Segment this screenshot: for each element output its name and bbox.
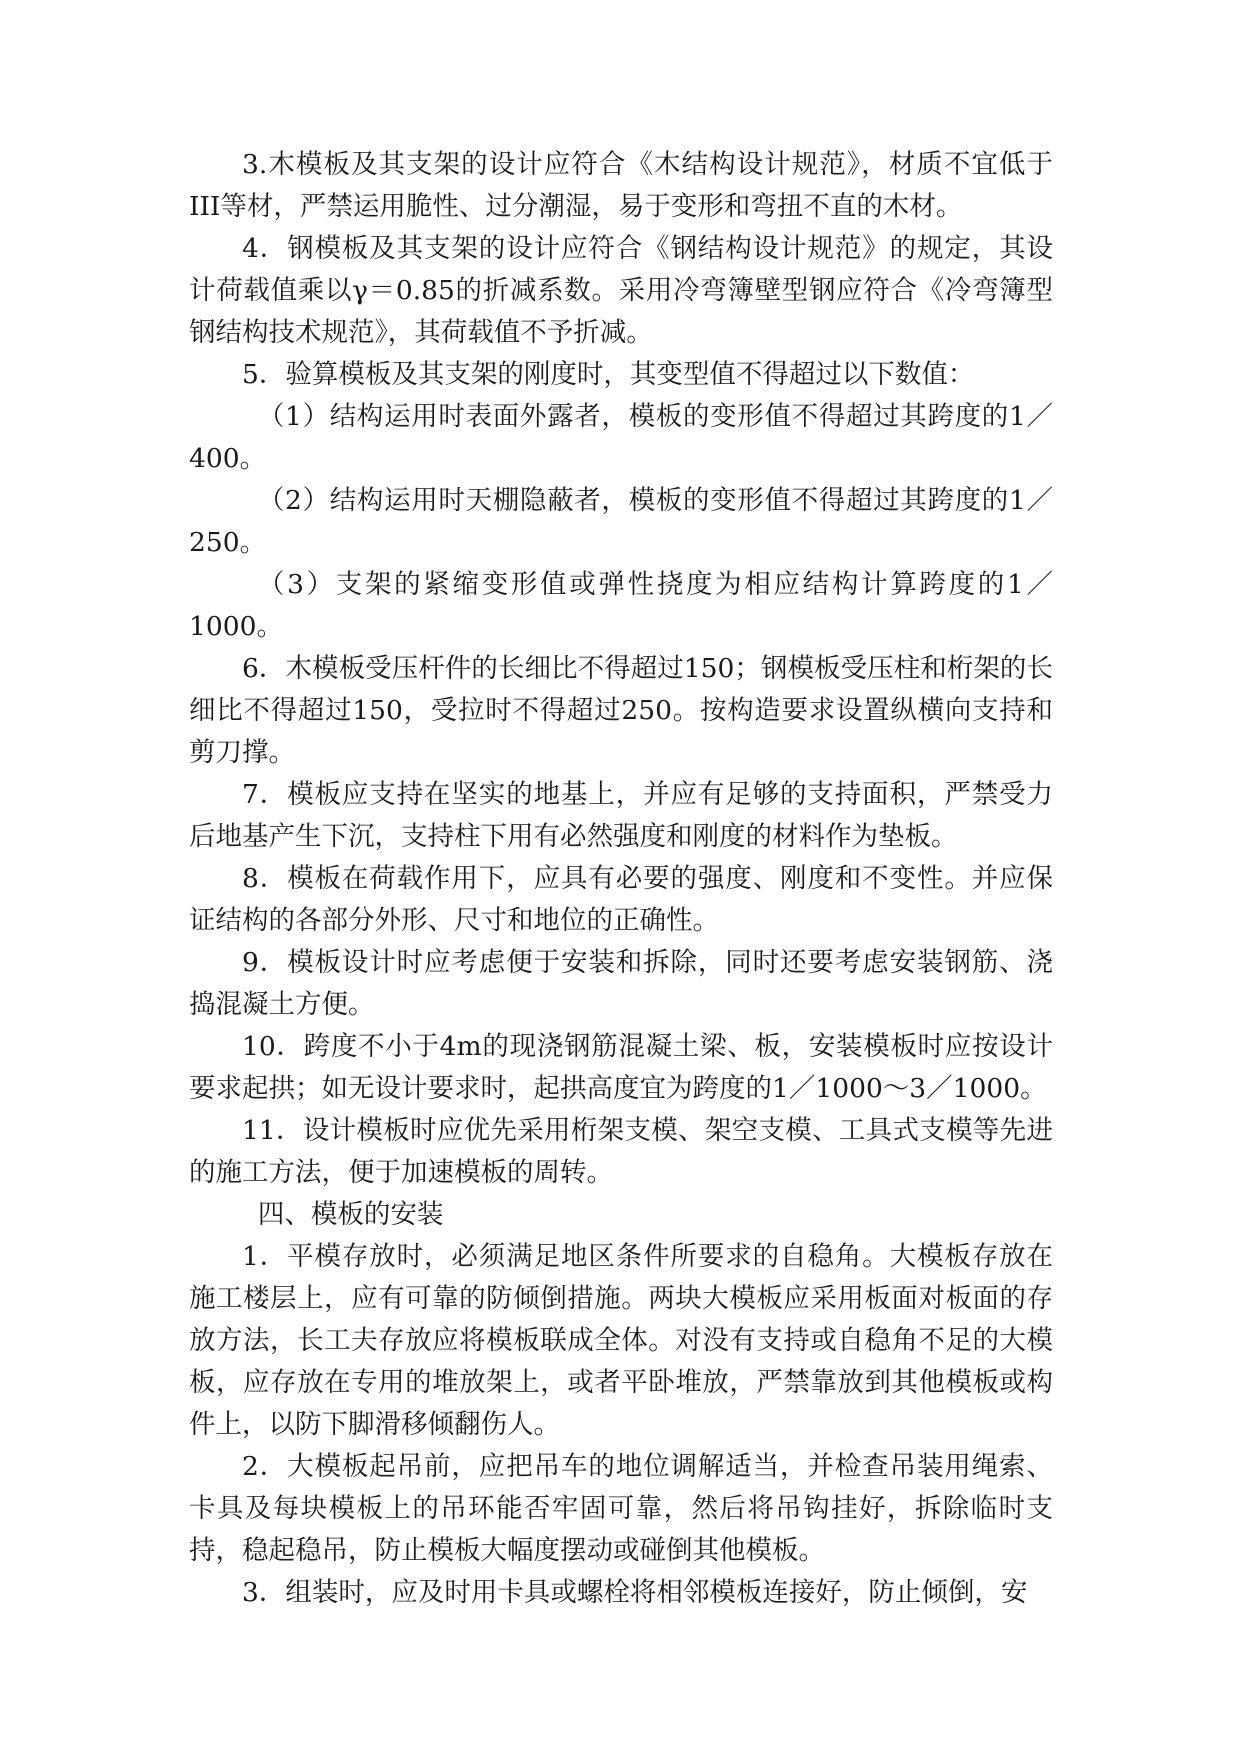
paragraph-3-wood-formwork: 3.木模板及其支架的设计应符合《木结构设计规范》，材质不宜低于III等材，严禁运用脆性、过分潮湿，易于变形和弯扭不直的木材。	[189, 149, 1053, 222]
paragraph-8-strength: 8．模板在荷载作用下，应具有必要的强度、刚度和不变性。并应保证结构的各部分外形、尺寸和地位的正确性。	[189, 863, 1053, 936]
paragraph-4-steel-formwork: 4．钢模板及其支架的设计应符合《钢结构设计规范》的规定，其设计荷载值乘以γ＝0.85的折减系数。采用冷弯簿壁型钢应符合《冷弯簿型钢结构技术规范》，其荷载值不予折减。	[189, 233, 1053, 348]
paragraph-6-slenderness: 6．木模板受压杆件的长细比不得超过150；钢模板受压柱和桁架的长细比不得超过150，受拉时不得超过250。按构造要求设置纵横向支持和剪刀撑。	[189, 653, 1053, 768]
paragraph-5-item-1: （1）结构运用时表面外露者，模板的变形值不得超过其跨度的1／400。	[189, 401, 1053, 474]
paragraph-install-2-lifting: 2．大模板起吊前，应把吊车的地位调解适当，并检查吊装用绳索、卡具及每块模板上的吊环能否牢固可靠，然后将吊钩挂好，拆除临时支持，稳起稳吊，防止模板大幅度摆动或碰倒其他模板。	[189, 1451, 1053, 1566]
section-heading-installation: 四、模板的安装	[257, 1199, 444, 1230]
paragraph-10-camber: 10．跨度不小于4m的现浇钢筋混凝土梁、板，安装模板时应按设计要求起拱；如无设计要求时，起拱高度宜为跨度的1／1000～3／1000。	[189, 1031, 1053, 1104]
paragraph-9-install-removal: 9．模板设计时应考虑便于安装和拆除，同时还要考虑安装钢筋、浇捣混凝土方便。	[189, 947, 1053, 1020]
document-body	[189, 144, 1053, 1614]
paragraph-5-item-2: （2）结构运用时天棚隐蔽者，模板的变形值不得超过其跨度的1／250。	[189, 485, 1053, 558]
paragraph-7-foundation: 7．模板应支持在坚实的地基上，并应有足够的支持面积，严禁受力后地基产生下沉，支持柱下用有必然强度和刚度的材料作为垫板。	[189, 779, 1053, 852]
paragraph-11-methods: 11．设计模板时应优先采用桁架支模、架空支模、工具式支模等先进的施工方法，便于加速模板的周转。	[189, 1115, 1053, 1188]
paragraph-install-3-assembly: 3．组装时，应及时用卡具或螺栓将相邻模板连接好，防止倾倒，安	[242, 1577, 1028, 1608]
paragraph-5-item-3: （3）支架的紧缩变形值或弹性挠度为相应结构计算跨度的1／1000。	[189, 569, 1053, 642]
paragraph-5-stiffness-check: 5．验算模板及其支架的刚度时，其变型值不得超过以下数值：	[242, 359, 975, 390]
paragraph-install-1-storage: 1．平模存放时，必须满足地区条件所要求的自稳角。大模板存放在施工楼层上，应有可靠的防倾倒措施。两块大模板应采用板面对板面的存放方法，长工夫存放应将模板联成全体。对没有支持或自稳角不足的大模板，应存放在专用的堆放架上，或者平卧堆放，严禁靠放到其他模板或构件上，以防下脚滑移倾翻伤人。	[189, 1241, 1053, 1440]
